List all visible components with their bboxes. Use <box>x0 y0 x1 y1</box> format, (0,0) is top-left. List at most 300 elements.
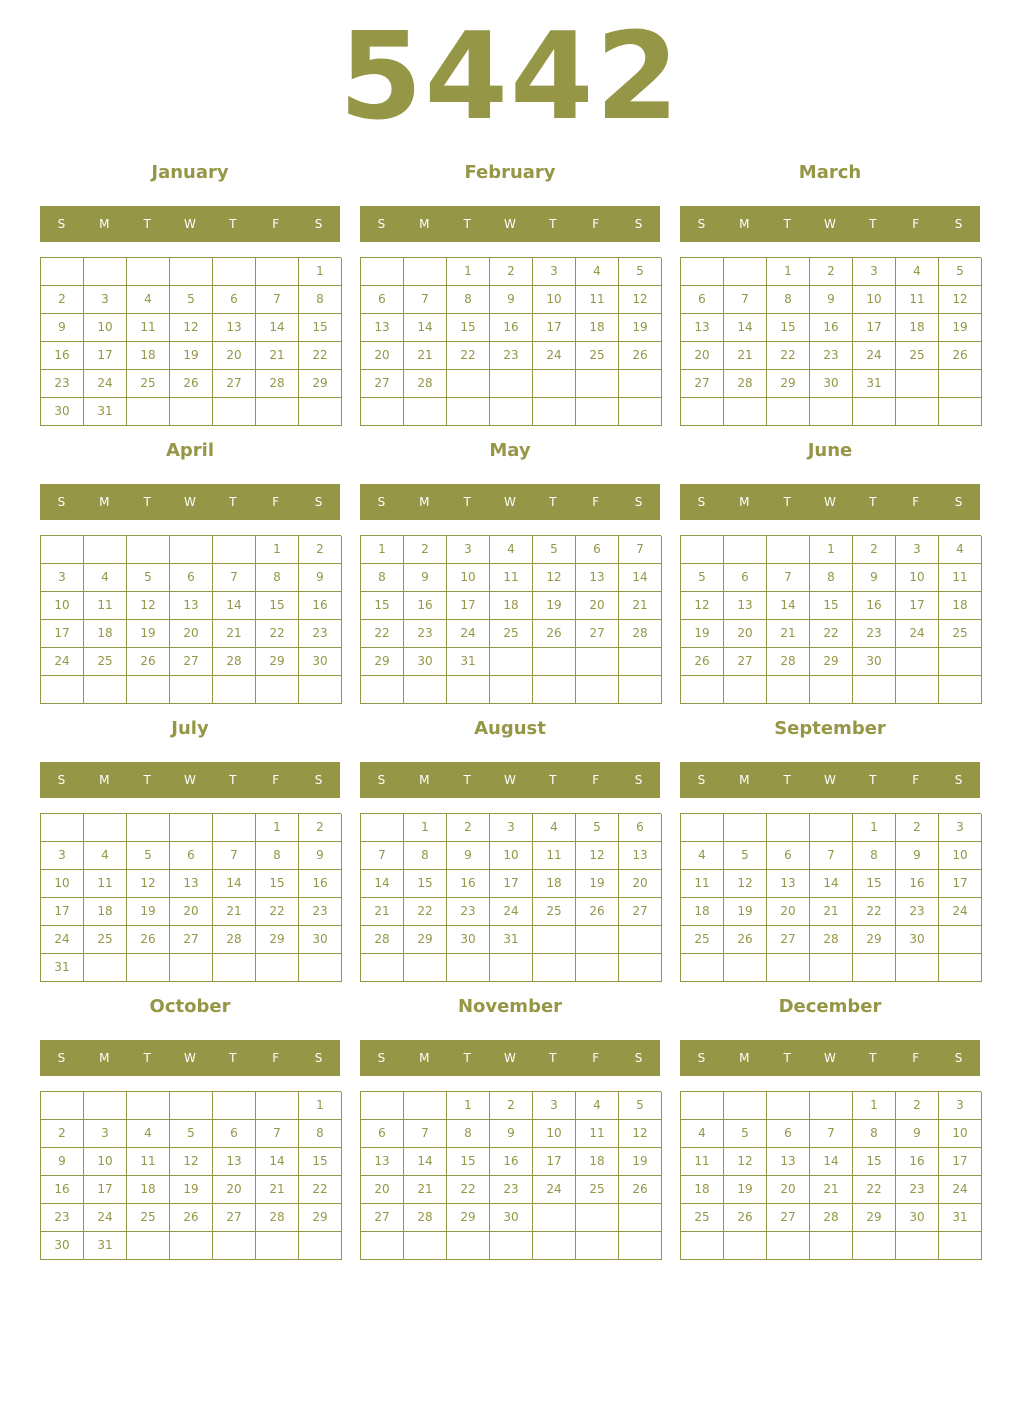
day-cell: 8 <box>361 564 404 592</box>
day-cell <box>681 398 724 426</box>
day-cell: 14 <box>810 1148 853 1176</box>
day-cell: 29 <box>853 926 896 954</box>
day-cell <box>724 536 767 564</box>
day-cell: 20 <box>767 1176 810 1204</box>
day-cell <box>896 954 939 982</box>
day-cell: 30 <box>853 648 896 676</box>
day-cell <box>896 370 939 398</box>
day-cell: 21 <box>619 592 662 620</box>
day-cell: 27 <box>619 898 662 926</box>
weekday-label: T <box>229 217 237 231</box>
day-cell: 23 <box>490 1176 533 1204</box>
day-cell: 2 <box>404 536 447 564</box>
day-grid <box>40 535 341 704</box>
day-cell <box>170 676 213 704</box>
day-cell: 13 <box>361 314 404 342</box>
day-cell <box>490 398 533 426</box>
day-cell: 30 <box>490 1204 533 1232</box>
day-cell <box>576 398 619 426</box>
day-cell: 31 <box>939 1204 982 1232</box>
day-cell: 25 <box>490 620 533 648</box>
day-cell <box>533 1204 576 1232</box>
day-cell: 19 <box>127 620 170 648</box>
day-cell <box>256 954 299 982</box>
day-cell: 7 <box>404 286 447 314</box>
day-cell: 16 <box>896 870 939 898</box>
day-cell: 15 <box>404 870 447 898</box>
day-cell: 4 <box>896 258 939 286</box>
weekday-label: W <box>184 1051 196 1065</box>
day-cell: 17 <box>84 1176 127 1204</box>
day-cell: 21 <box>404 342 447 370</box>
day-cell <box>213 258 256 286</box>
day-cell: 26 <box>576 898 619 926</box>
day-cell: 12 <box>681 592 724 620</box>
day-cell: 28 <box>256 1204 299 1232</box>
day-cell: 30 <box>896 926 939 954</box>
day-cell <box>84 814 127 842</box>
day-cell: 9 <box>896 842 939 870</box>
day-cell: 24 <box>939 1176 982 1204</box>
weekday-label: S <box>57 773 66 787</box>
day-cell <box>127 954 170 982</box>
day-cell <box>576 370 619 398</box>
day-cell: 20 <box>170 620 213 648</box>
day-cell <box>619 398 662 426</box>
day-cell: 25 <box>576 1176 619 1204</box>
day-cell: 31 <box>447 648 490 676</box>
day-cell: 20 <box>361 1176 404 1204</box>
day-grid <box>360 257 661 426</box>
day-cell: 7 <box>724 286 767 314</box>
weekday-label: T <box>229 495 237 509</box>
day-cell: 21 <box>256 342 299 370</box>
day-cell <box>127 676 170 704</box>
day-cell <box>896 398 939 426</box>
day-cell <box>447 676 490 704</box>
day-cell: 19 <box>170 1176 213 1204</box>
day-cell: 7 <box>256 1120 299 1148</box>
day-cell: 6 <box>361 1120 404 1148</box>
day-cell: 13 <box>681 314 724 342</box>
weekday-label: S <box>954 1051 963 1065</box>
weekday-label: S <box>954 495 963 509</box>
day-cell: 9 <box>41 314 84 342</box>
day-cell: 20 <box>361 342 404 370</box>
day-cell: 11 <box>84 592 127 620</box>
day-cell: 27 <box>213 1204 256 1232</box>
weekday-label: S <box>314 495 323 509</box>
day-grid <box>360 813 661 982</box>
weekday-label: W <box>504 217 516 231</box>
weekday-label: T <box>869 773 877 787</box>
day-cell: 10 <box>533 286 576 314</box>
weekday-label: F <box>592 495 600 509</box>
day-cell: 23 <box>896 1176 939 1204</box>
day-cell: 30 <box>41 1232 84 1260</box>
day-cell: 1 <box>404 814 447 842</box>
day-cell: 5 <box>127 842 170 870</box>
day-cell: 12 <box>170 314 213 342</box>
day-cell: 22 <box>853 1176 896 1204</box>
day-cell: 4 <box>939 536 982 564</box>
day-cell <box>361 954 404 982</box>
year-title: 5442 <box>339 8 681 147</box>
day-cell <box>681 954 724 982</box>
day-cell <box>810 1092 853 1120</box>
day-cell: 6 <box>213 1120 256 1148</box>
day-cell: 2 <box>896 1092 939 1120</box>
day-cell: 4 <box>127 286 170 314</box>
day-cell: 23 <box>896 898 939 926</box>
weekday-label: F <box>912 495 920 509</box>
day-cell: 15 <box>767 314 810 342</box>
day-cell <box>213 1092 256 1120</box>
day-cell <box>939 398 982 426</box>
day-cell <box>361 258 404 286</box>
day-cell: 3 <box>84 1120 127 1148</box>
day-cell <box>170 258 213 286</box>
month-name: December <box>778 996 882 1017</box>
day-grid <box>680 257 981 426</box>
day-cell: 8 <box>256 564 299 592</box>
day-cell <box>619 676 662 704</box>
day-cell <box>170 1232 213 1260</box>
day-cell: 11 <box>896 286 939 314</box>
day-cell: 24 <box>84 1204 127 1232</box>
day-cell: 14 <box>361 870 404 898</box>
day-cell: 19 <box>127 898 170 926</box>
day-cell: 5 <box>170 286 213 314</box>
day-cell: 29 <box>767 370 810 398</box>
day-cell <box>767 814 810 842</box>
day-cell: 5 <box>724 1120 767 1148</box>
day-cell: 9 <box>447 842 490 870</box>
day-cell: 17 <box>41 898 84 926</box>
day-cell: 13 <box>170 592 213 620</box>
day-cell: 25 <box>681 1204 724 1232</box>
day-cell: 20 <box>170 898 213 926</box>
day-grid <box>40 1091 341 1260</box>
weekday-label: F <box>592 217 600 231</box>
day-cell: 7 <box>810 1120 853 1148</box>
weekday-header <box>360 1040 660 1076</box>
day-cell: 24 <box>447 620 490 648</box>
day-cell <box>447 370 490 398</box>
day-cell: 15 <box>361 592 404 620</box>
day-cell: 20 <box>724 620 767 648</box>
weekday-label: T <box>143 773 151 787</box>
day-cell: 23 <box>447 898 490 926</box>
day-cell: 14 <box>404 1148 447 1176</box>
day-cell: 2 <box>41 1120 84 1148</box>
day-cell: 21 <box>724 342 767 370</box>
day-cell: 30 <box>896 1204 939 1232</box>
day-cell: 16 <box>41 342 84 370</box>
day-cell <box>896 676 939 704</box>
day-cell: 15 <box>299 1148 342 1176</box>
day-cell: 17 <box>84 342 127 370</box>
day-cell: 17 <box>896 592 939 620</box>
day-cell <box>361 814 404 842</box>
day-cell: 28 <box>213 648 256 676</box>
weekday-label: F <box>272 495 280 509</box>
day-cell: 24 <box>939 898 982 926</box>
day-cell <box>533 926 576 954</box>
day-cell <box>724 1232 767 1260</box>
day-cell <box>41 258 84 286</box>
day-cell: 8 <box>256 842 299 870</box>
day-cell: 1 <box>447 1092 490 1120</box>
weekday-label: M <box>99 1051 110 1065</box>
day-cell: 15 <box>256 870 299 898</box>
day-cell: 27 <box>576 620 619 648</box>
day-cell <box>170 536 213 564</box>
day-cell: 26 <box>939 342 982 370</box>
day-cell: 3 <box>939 814 982 842</box>
weekday-label: M <box>99 495 110 509</box>
day-cell: 20 <box>619 870 662 898</box>
day-cell: 27 <box>170 926 213 954</box>
day-cell: 28 <box>404 1204 447 1232</box>
day-cell: 20 <box>576 592 619 620</box>
weekday-label: T <box>783 495 791 509</box>
day-cell: 1 <box>256 536 299 564</box>
weekday-header <box>40 1040 340 1076</box>
day-cell: 13 <box>213 1148 256 1176</box>
day-cell: 2 <box>41 286 84 314</box>
day-cell: 23 <box>810 342 853 370</box>
day-cell: 10 <box>84 314 127 342</box>
day-cell <box>361 676 404 704</box>
day-cell <box>853 398 896 426</box>
day-cell: 27 <box>767 1204 810 1232</box>
weekday-label: S <box>697 773 706 787</box>
day-cell <box>256 1092 299 1120</box>
day-cell <box>256 258 299 286</box>
day-cell: 26 <box>170 370 213 398</box>
day-cell: 3 <box>533 1092 576 1120</box>
day-cell <box>576 1232 619 1260</box>
day-cell: 30 <box>299 926 342 954</box>
day-cell <box>896 1232 939 1260</box>
day-cell: 19 <box>724 898 767 926</box>
day-cell: 5 <box>170 1120 213 1148</box>
weekday-label: T <box>549 1051 557 1065</box>
day-cell: 16 <box>853 592 896 620</box>
day-cell: 11 <box>533 842 576 870</box>
day-cell: 27 <box>724 648 767 676</box>
weekday-label: S <box>697 1051 706 1065</box>
day-cell: 12 <box>724 1148 767 1176</box>
day-cell: 18 <box>939 592 982 620</box>
day-cell: 7 <box>619 536 662 564</box>
day-cell: 10 <box>939 842 982 870</box>
day-cell: 18 <box>681 1176 724 1204</box>
day-cell: 1 <box>299 1092 342 1120</box>
day-cell: 25 <box>681 926 724 954</box>
day-cell <box>299 676 342 704</box>
day-cell: 19 <box>939 314 982 342</box>
day-cell: 12 <box>170 1148 213 1176</box>
day-cell: 24 <box>533 342 576 370</box>
day-cell <box>810 814 853 842</box>
day-cell: 24 <box>896 620 939 648</box>
day-cell <box>256 398 299 426</box>
weekday-label: M <box>99 773 110 787</box>
month-name: August <box>474 718 546 739</box>
day-cell: 18 <box>896 314 939 342</box>
day-cell <box>681 814 724 842</box>
day-cell: 2 <box>810 258 853 286</box>
day-cell: 7 <box>810 842 853 870</box>
day-cell <box>299 954 342 982</box>
day-cell <box>127 814 170 842</box>
day-cell: 16 <box>299 592 342 620</box>
day-cell <box>213 398 256 426</box>
weekday-label: F <box>592 1051 600 1065</box>
month-name: February <box>464 162 556 183</box>
day-cell: 2 <box>853 536 896 564</box>
day-cell: 21 <box>361 898 404 926</box>
day-cell: 19 <box>724 1176 767 1204</box>
weekday-label: M <box>419 1051 430 1065</box>
day-cell: 18 <box>490 592 533 620</box>
weekday-label: W <box>824 495 836 509</box>
day-cell <box>170 1092 213 1120</box>
day-cell: 10 <box>939 1120 982 1148</box>
weekday-label: F <box>272 217 280 231</box>
day-cell: 23 <box>404 620 447 648</box>
day-cell: 13 <box>213 314 256 342</box>
weekday-label: M <box>419 495 430 509</box>
weekday-label: S <box>57 495 66 509</box>
day-cell: 24 <box>41 926 84 954</box>
weekday-label: W <box>504 1051 516 1065</box>
day-cell: 12 <box>127 592 170 620</box>
weekday-label: S <box>314 217 323 231</box>
day-cell: 26 <box>724 1204 767 1232</box>
day-cell: 22 <box>256 898 299 926</box>
day-cell: 25 <box>127 370 170 398</box>
day-cell: 19 <box>576 870 619 898</box>
month-name: June <box>807 440 853 461</box>
day-cell: 12 <box>127 870 170 898</box>
day-cell: 15 <box>853 870 896 898</box>
day-cell: 14 <box>213 592 256 620</box>
weekday-label: W <box>184 773 196 787</box>
weekday-label: S <box>377 217 386 231</box>
day-cell: 25 <box>896 342 939 370</box>
day-cell: 10 <box>533 1120 576 1148</box>
day-cell: 1 <box>853 814 896 842</box>
weekday-label: S <box>377 1051 386 1065</box>
day-cell: 30 <box>404 648 447 676</box>
weekday-header <box>40 484 340 520</box>
day-cell: 2 <box>896 814 939 842</box>
day-cell: 17 <box>939 1148 982 1176</box>
day-cell <box>447 398 490 426</box>
day-cell <box>853 676 896 704</box>
day-cell: 21 <box>256 1176 299 1204</box>
day-cell: 22 <box>361 620 404 648</box>
weekday-label: S <box>634 773 643 787</box>
day-cell: 5 <box>619 1092 662 1120</box>
weekday-label: S <box>377 495 386 509</box>
day-cell: 14 <box>767 592 810 620</box>
day-cell <box>213 536 256 564</box>
day-cell: 11 <box>681 1148 724 1176</box>
day-cell: 16 <box>299 870 342 898</box>
day-cell: 5 <box>724 842 767 870</box>
day-cell <box>576 954 619 982</box>
weekday-header <box>680 1040 980 1076</box>
day-cell: 5 <box>127 564 170 592</box>
day-cell: 6 <box>767 842 810 870</box>
day-cell <box>213 676 256 704</box>
day-cell: 7 <box>213 564 256 592</box>
day-cell <box>84 676 127 704</box>
day-cell: 4 <box>576 1092 619 1120</box>
day-cell: 3 <box>41 842 84 870</box>
day-cell: 2 <box>299 536 342 564</box>
day-cell: 5 <box>939 258 982 286</box>
day-cell <box>127 1232 170 1260</box>
day-cell <box>170 954 213 982</box>
day-cell: 26 <box>619 342 662 370</box>
day-cell: 4 <box>681 1120 724 1148</box>
day-cell: 28 <box>767 648 810 676</box>
day-cell <box>853 1232 896 1260</box>
day-cell: 4 <box>576 258 619 286</box>
weekday-label: F <box>912 217 920 231</box>
day-grid <box>680 1091 981 1260</box>
day-cell: 4 <box>127 1120 170 1148</box>
day-cell: 29 <box>810 648 853 676</box>
day-cell: 20 <box>681 342 724 370</box>
day-cell: 23 <box>41 370 84 398</box>
weekday-label: F <box>592 773 600 787</box>
day-cell <box>490 1232 533 1260</box>
weekday-header <box>680 762 980 798</box>
weekday-header <box>40 206 340 242</box>
day-cell <box>41 814 84 842</box>
day-cell <box>404 676 447 704</box>
day-cell: 4 <box>84 842 127 870</box>
day-cell <box>404 398 447 426</box>
day-cell: 10 <box>84 1148 127 1176</box>
day-cell <box>213 1232 256 1260</box>
day-cell: 6 <box>619 814 662 842</box>
day-cell: 1 <box>767 258 810 286</box>
day-cell <box>619 648 662 676</box>
day-cell: 25 <box>533 898 576 926</box>
day-cell: 3 <box>533 258 576 286</box>
day-cell: 3 <box>939 1092 982 1120</box>
month-name: November <box>457 996 563 1017</box>
day-cell: 23 <box>299 620 342 648</box>
day-cell: 22 <box>810 620 853 648</box>
day-cell: 31 <box>84 1232 127 1260</box>
day-cell: 1 <box>256 814 299 842</box>
day-cell <box>213 814 256 842</box>
day-cell <box>490 648 533 676</box>
day-cell <box>896 648 939 676</box>
day-cell: 15 <box>447 1148 490 1176</box>
day-cell: 8 <box>853 1120 896 1148</box>
day-cell: 27 <box>767 926 810 954</box>
day-cell: 31 <box>490 926 533 954</box>
